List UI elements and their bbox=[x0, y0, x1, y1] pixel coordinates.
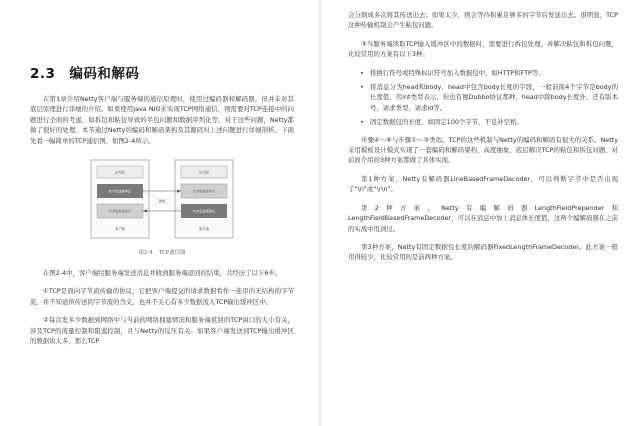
server-label: 服务端 bbox=[199, 227, 209, 232]
server-app-label: 应用层 bbox=[199, 170, 209, 175]
figure-caption bbox=[30, 248, 294, 256]
left-page bbox=[0, 0, 318, 426]
right-paragraph-1: 会分割成多次将其传送出去；如果太少，则会等待积累足够多的字节后发送出去。很明显，TCP这种传输机制会产生粘包问题。 bbox=[348, 11, 618, 30]
section-title: 编码和解码 bbox=[69, 66, 140, 82]
server-recv-label: TCP接收缓冲区 bbox=[192, 189, 216, 194]
solution-item-3: • 固定数据包的长度，如固定100个字节，不足补空格。 bbox=[370, 117, 618, 127]
left-paragraph-1: 在第1章介绍Netty客户端与服务端的通信原理时，使用过编码器和解码器，但并未对其底层原理进行详细的介绍。如果使用Java NIO来实现TCP网络通信，则需要对TCP连接中的问题进行全面的考虑，如拆包和粘包导致的半包问题和数据序列化等。对于这些问题，Netty都做了很好的处理。本节通过Netty的编码和解码架构及其源码对上述问题进行详细剖析。下面先看一幅简单的TCP通信图，如图2-4所示。 bbox=[30, 95, 294, 145]
solution-item-1: • 将换行符号或特殊标识符号加入数据包中，如HTTP和FTP等。 bbox=[370, 68, 618, 78]
right-paragraph-5: 第2种方案，Netty有编解码器LengthFieldPrepender和LengthFieldBasedFrameDecoder，可以在消息中加上消息体长度值，这两个编解码器在之前的实战中用到过。 bbox=[348, 203, 618, 233]
client-recv-label: TCP接收缓冲区 bbox=[108, 209, 132, 214]
server-send-label: TCP发送缓冲区 bbox=[192, 209, 216, 214]
figure-caption-number: 图2-4 bbox=[138, 250, 153, 257]
right-paragraph-2: ③当服务端读取TCP输入缓冲区中的数据时，需要进行拆包处理，并解决粘包和拆包问题，比较常用的方案有以下3种。 bbox=[348, 39, 618, 59]
tcp-figure bbox=[30, 154, 294, 246]
right-page bbox=[322, 0, 640, 426]
section-number: 2.3 bbox=[30, 66, 56, 82]
left-paragraph-3: ①TCP是面向字节流传输的协议，它把客户端提交的请求数据看作一连串的无结构的字节流，并不知道所传送的字节流的含义，也并不关心有多少数据流入TCP输出缓冲区中。 bbox=[30, 287, 294, 306]
client-send-label: TCP发送缓冲区 bbox=[108, 189, 132, 194]
solution-list bbox=[348, 68, 618, 128]
network-label: 网络 bbox=[158, 199, 166, 204]
section-heading bbox=[30, 62, 294, 82]
client-label: 客户端 bbox=[115, 227, 125, 232]
figure-caption-title: TCP通信图 bbox=[158, 250, 186, 257]
solution-item-2: • 将消息分为head和body，head中包含body长度的字段，一般前面4个字节是body的长度值，用int类型表示，但也有像Dubbo协议那种，head中除body长度外，还有版本号、请求类型、请求id等。 bbox=[370, 82, 618, 113]
left-paragraph-2: 在图2-4中，客户端给服务端发送消息并收到服务端返回的结果，共经历了以下6步。 bbox=[43, 269, 282, 278]
left-paragraph-4: ②每次发多少数据到网络中与当前的网络拥塞情况和服务端返回的TCP窗口的大小有关，涉及TCP的流量控制和阻塞控制，且与Netty的反压有关。如果客户端发送到TCP输出缓冲区的数据块太多，那么TCP bbox=[30, 316, 294, 346]
right-paragraph-4: 第1种方案，Netty有解码器LineBasedFrameDecoder，可以判断字节中是否出现了“\n”或“\r\n”。 bbox=[348, 174, 618, 194]
right-paragraph-3: 步骤④～⑥与步骤①～③类似。TCP的这些机制与Netty的编码和解码有很大的关系。Netty采用模板设计模式实现了一套编码和解码架构，高度抽象，底层解决TCP的粘包和拆包问题，对前面介绍的3种方案都做了具体实现。 bbox=[348, 135, 618, 165]
right-paragraph-6: 第3种方案，Netty有固定数据包长度的解码器FixedLengthFrameDecoder。此方案一般用得较少，比较常用的是前两种方案。 bbox=[348, 242, 618, 262]
client-app-label: 应用层 bbox=[115, 170, 125, 175]
tcp-diagram bbox=[87, 154, 237, 244]
